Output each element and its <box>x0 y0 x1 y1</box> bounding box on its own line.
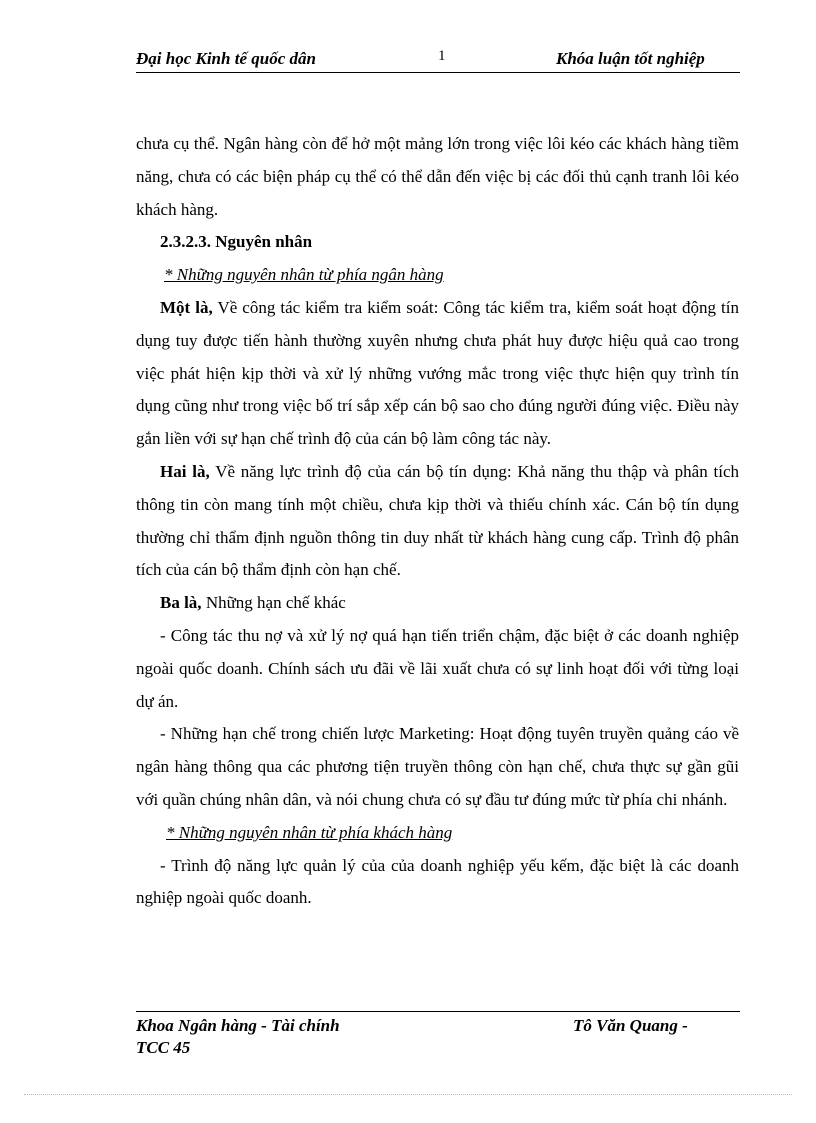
paragraph-debt-collection: - Công tác thu nợ và xử lý nợ quá hạn tiến triển chậm, đặc biệt ở các doanh nghiệp ngoài quốc doanh. Chính sách ưu đãi về lãi xuất chưa có sự linh hoạt đối với từng loại dự án. <box>136 625 739 711</box>
third-cause-lead: Ba là, <box>160 593 202 613</box>
third-cause-text: Những hạn chế khác <box>201 593 346 613</box>
paragraph-second-cause <box>136 456 739 587</box>
page-header <box>136 46 740 73</box>
page-bottom-divider <box>24 1094 792 1095</box>
section-heading: 2.3.2.3. Nguyên nhân <box>160 232 313 252</box>
subheading-customer-causes <box>136 817 739 850</box>
subheading-bank-causes <box>136 259 739 292</box>
footer-faculty: Khoa Ngân hàng - Tài chính <box>136 1016 340 1035</box>
first-cause-lead: Một là, <box>160 297 213 317</box>
second-cause-text: Về năng lực trình độ của cán bộ tín dụng: Khả năng thu thập và phân tích thông tin còn mang tính một chiều, chưa kịp thời và thiếu chính xác. Cán bộ tín dụng thường chỉ thẩm định nguồn thông tin duy nhất từ khách hàng cung cấp. Trình độ phân tích của cán bộ thẩm định còn hạn chế. <box>136 461 740 580</box>
page-footer <box>136 1011 740 1059</box>
header-thesis-type: Khóa luận tốt nghiệp <box>556 49 705 68</box>
paragraph-third-cause <box>136 587 739 620</box>
paragraph-marketing: - Những hạn chế trong chiến lược Marketing: Hoạt động tuyên truyền quảng cáo về ngân hàng thông qua các phương tiện truyền thông còn hạn chế, chưa thực sự gần gũi với quần chúng nhân dân, và nói chung chưa có sự đầu tư đúng mức từ phía chi nhánh. <box>136 724 739 809</box>
first-cause-text: Về công tác kiểm tra kiểm soát: Công tác kiểm tra, kiểm soát hoạt động tín dụng tuy được tiến hành thường xuyên nhưng chưa phát huy được hiệu quả cao trong việc phát hiện kịp thời và xử lý những vướng mắc trong việc thực hiện quy trình tín dụng cũng như trong việc bố trí sắp xếp cán bộ sao cho đúng người đúng việc. Điều này gắn liền với sự hạn chế trình độ của cán bộ làm công tác này. <box>136 297 739 449</box>
subheading-bank-causes-text: * Những nguyên nhân từ phía ngân hàng <box>164 265 444 285</box>
document-body <box>136 128 739 915</box>
header-university: Đại học Kinh tế quốc dân <box>136 49 316 68</box>
paragraph-first-cause <box>136 292 739 456</box>
second-cause-lead: Hai là, <box>160 461 210 481</box>
footer-author: Tô Văn Quang - <box>573 1016 688 1035</box>
page-number: 1 <box>438 48 446 64</box>
paragraph-management: - Trình độ năng lực quản lý của của doanh nghiệp yếu kếm, đặc biệt là các doanh nghiệp ngoài quốc doanh. <box>136 855 739 908</box>
subheading-customer-causes-text: * Những nguyên nhân từ phía khách hàng <box>166 822 453 842</box>
footer-class: TCC 45 <box>136 1038 191 1057</box>
paragraph-continuation: chưa cụ thể. Ngân hàng còn để hở một mảng lớn trong việc lôi kéo các khách hàng tiềm năng, chưa có các biện pháp cụ thể có thể dẫn đến việc bị các đối thủ cạnh tranh lôi kéo khách hàng. <box>136 134 739 219</box>
